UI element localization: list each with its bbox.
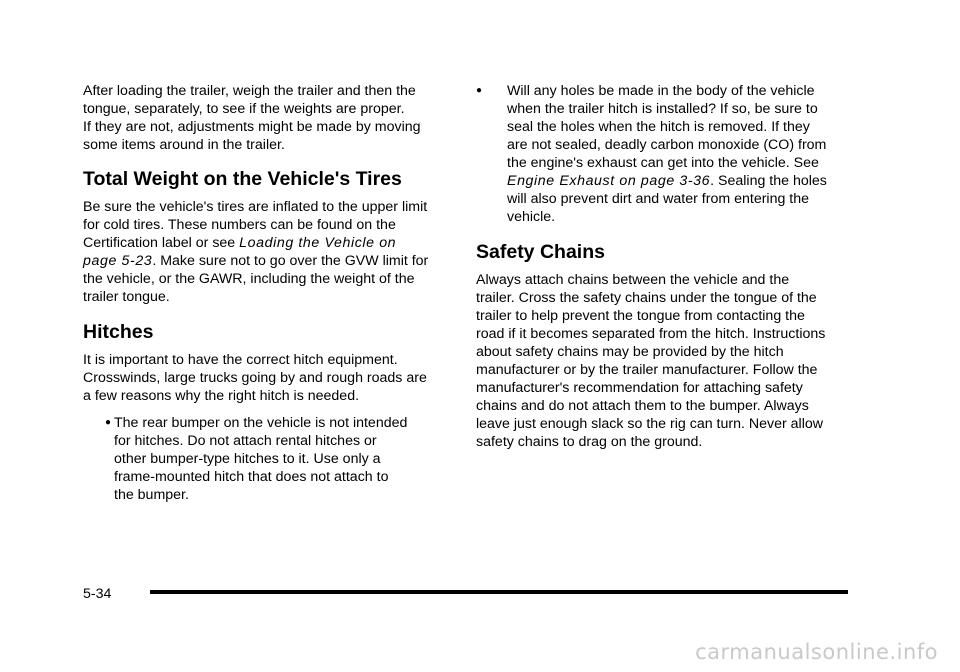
text-fragment: . Make sure not to go over the GVW limit for — [152, 253, 429, 269]
text-line: for hitches. Do not attach rental hitches or — [114, 433, 377, 449]
text-line: for cold tires. These numbers can be found on the — [83, 217, 396, 233]
safety-chains-paragraph — [476, 271, 848, 451]
footer-divider — [150, 590, 848, 594]
text-line: trailer tongue. — [83, 289, 170, 305]
text-line: some items around in the trailer. — [83, 137, 285, 153]
text-line: road if it becomes separated from the hitch. Instructions — [476, 326, 826, 342]
text-line: are not sealed, deadly carbon monoxide (CO) from — [507, 137, 827, 153]
holes-bullet-item — [476, 82, 848, 226]
bullet-icon: ● — [476, 85, 483, 96]
text-line: will also prevent dirt and water from entering the — [507, 191, 810, 207]
text-line: Crosswinds, large trucks going by and rough roads are — [83, 370, 427, 386]
text-line — [83, 252, 445, 270]
text-line: It is important to have the correct hitch equipment. — [83, 352, 398, 368]
cross-reference-link[interactable]: Loading the Vehicle on — [239, 235, 397, 251]
text-line: a few reasons why the right hitch is needed. — [83, 388, 360, 404]
text-line: the bumper. — [114, 487, 189, 503]
text-line: Be sure the vehicle's tires are inflated to the upper limit — [83, 199, 428, 215]
text-line — [83, 234, 445, 252]
bullet-icon: ● — [105, 417, 112, 428]
total-weight-heading: Total Weight on the Vehicle's Tires — [83, 168, 402, 190]
left-column — [83, 82, 445, 504]
cross-reference-link[interactable]: page 5-23 — [83, 253, 153, 269]
text-line: leave just enough slack so the rig can turn. Never allow — [476, 416, 823, 432]
total-weight-paragraph — [83, 198, 445, 306]
text-fragment: Certification label or see — [83, 235, 240, 251]
text-line: other bumper-type hitches to it. Use only a — [114, 451, 381, 467]
text-line: frame-mounted hitch that does not attach to — [114, 469, 389, 485]
text-line: After loading the trailer, weigh the trailer and then the — [83, 83, 416, 99]
text-line: chains and do not attach them to the bumper. Always — [476, 398, 809, 414]
text-line: the engine's exhaust can get into the vehicle. See — [507, 155, 819, 171]
text-line: trailer. Cross the safety chains under the tongue of the — [476, 290, 817, 306]
right-column — [476, 82, 848, 451]
text-line: when the trailer hitch is installed? If so, be sure to — [507, 101, 818, 117]
safety-chains-heading: Safety Chains — [476, 241, 605, 263]
cross-reference-link[interactable]: Engine Exhaust on page 3-36 — [507, 173, 711, 189]
text-line: The rear bumper on the vehicle is not intended — [114, 415, 408, 431]
text-line — [507, 172, 848, 190]
text-line: Always attach chains between the vehicle and the — [476, 272, 790, 288]
text-line: safety chains to drag on the ground. — [476, 434, 703, 450]
intro-paragraph — [83, 82, 445, 154]
text-fragment: . Sealing the holes — [710, 173, 827, 189]
text-line: Will any holes be made in the body of the vehicle — [507, 83, 815, 99]
text-line: the vehicle, or the GAWR, including the weight of the — [83, 271, 415, 287]
text-line: about safety chains may be provided by the hitch — [476, 344, 784, 360]
hitches-heading: Hitches — [83, 321, 154, 343]
hitches-bullet-item — [83, 414, 445, 504]
text-line: seal the holes when the hitch is removed. If they — [507, 119, 810, 135]
text-line: trailer to help prevent the tongue from contacting the — [476, 308, 805, 324]
text-line: manufacturer's recommendation for attaching safety — [476, 380, 803, 396]
text-line: tongue, separately, to see if the weights are proper. — [83, 101, 405, 117]
text-line: vehicle. — [507, 209, 556, 225]
text-line: manufacturer or by the trailer manufacturer. Follow the — [476, 362, 818, 378]
watermark-text: carmanualsonline.info — [695, 640, 938, 664]
hitches-paragraph — [83, 351, 445, 405]
text-line: If they are not, adjustments might be made by moving — [83, 119, 421, 135]
page-number: 5-34 — [83, 586, 112, 602]
